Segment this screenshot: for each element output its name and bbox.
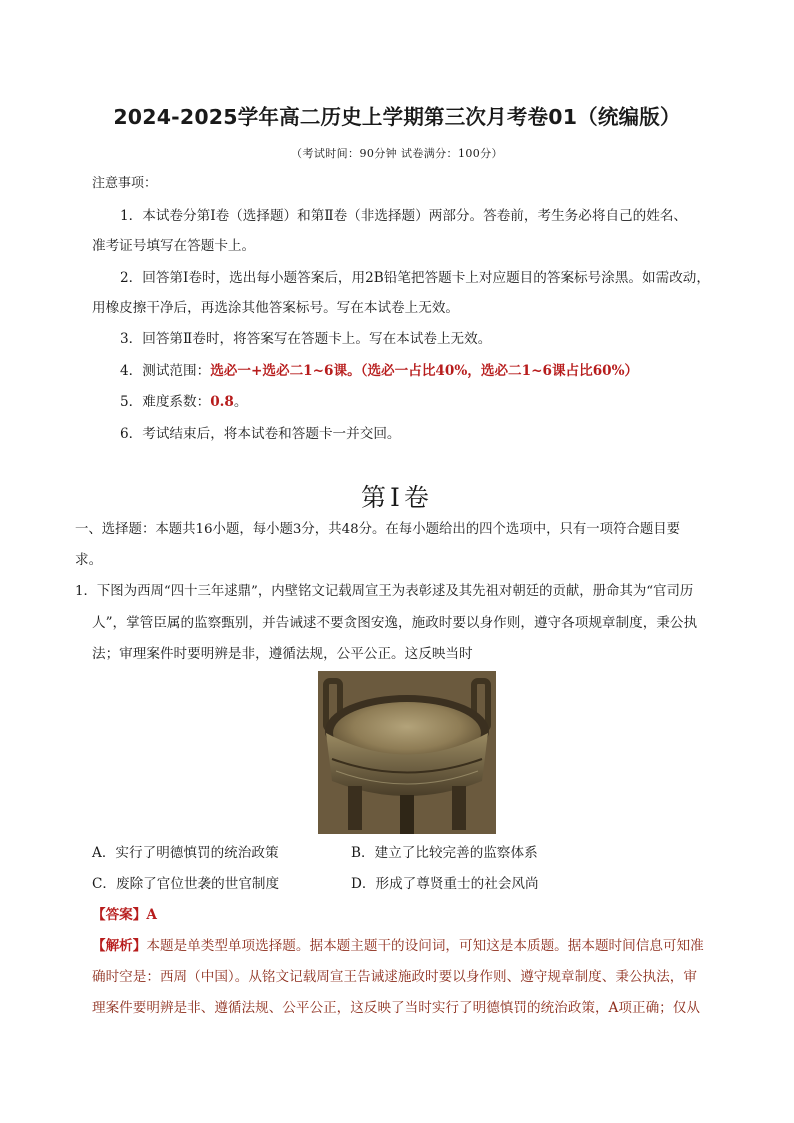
note-item-2: 2．回答第Ⅰ卷时，选出每小题答案后，用2B铅笔把答题卡上对应题目的答案标号涂黑。如需改动， xyxy=(120,270,710,286)
section-instructions: 一、选择题：本题共16小题，每小题3分，共48分。在每小题给出的四个选项中，只有一项符合题目要 xyxy=(75,522,681,537)
question-1-stem: 1．下图为西周“四十三年逑鼎”，内壁铭文记载周宣王为表彰逑及其先祖对朝廷的贡献，册命其为“官司历 xyxy=(75,584,694,599)
analysis-text-1: 本题是单类型单项选择题。据本题主题干的设问词，可知这是本质题。据本题时间信息可知准 xyxy=(146,938,704,954)
question-1-stem-cont-2: 法；审理案件时要明辨是非，遵循法规，公平公正。这反映当时 xyxy=(92,646,473,662)
analysis-line-1 xyxy=(92,937,704,955)
notes-heading: 注意事项： xyxy=(92,176,158,191)
exam-info: （考试时间：90分钟 试卷满分：100分） xyxy=(291,147,503,160)
section-instructions-cont: 求。 xyxy=(75,552,103,568)
answer-value: A xyxy=(146,907,157,923)
note-item-1-cont: 准考证号填写在答题卡上。 xyxy=(92,238,256,254)
answer-label: 【答案】 xyxy=(92,907,147,923)
note-item-5-prefix: 5．难度系数： xyxy=(120,394,211,410)
analysis-line-3: 理案件要明辨是非、遵循法规、公平公正，这反映了当时实行了明德慎罚的统治政策，A项正确；仅从 xyxy=(92,1000,700,1016)
note-item-5-suffix: 。 xyxy=(233,394,248,410)
test-range: 选必一+选必二1~6课。（选必一占比40%，选必二1~6课占比60%） xyxy=(210,363,639,379)
note-item-3: 3．回答第Ⅱ卷时，将答案写在答题卡上。写在本试卷上无效。 xyxy=(120,331,492,347)
note-item-4-prefix: 4．测试范围： xyxy=(120,363,211,379)
difficulty-value: 0.8 xyxy=(210,394,234,410)
note-item-4 xyxy=(120,362,638,380)
option-d: D．形成了尊贤重士的社会风尚 xyxy=(351,876,539,892)
bronze-ding-image xyxy=(318,671,496,834)
page-title: 2024-2025学年高二历史上学期第三次月考卷01（统编版） xyxy=(113,105,681,129)
ding-illustration xyxy=(318,671,496,834)
question-1-stem-cont: 人”，掌管臣属的监察甄别，并告诫逑不要贪图安逸，施政时要以身作则，遵守各项规章制度，秉公执 xyxy=(92,615,698,631)
note-item-1: 1．本试卷分第Ⅰ卷（选择题）和第Ⅱ卷（非选择题）两部分。答卷前，考生务必将自己的姓名、 xyxy=(120,208,688,224)
analysis-label: 【解析】 xyxy=(92,938,147,954)
note-item-5 xyxy=(120,393,247,411)
note-item-6: 6．考试结束后，将本试卷和答题卡一并交回。 xyxy=(120,426,401,442)
analysis-line-2: 确时空是：西周（中国）。从铭文记载周宣王告诫逑施政时要以身作则、遵守规章制度、秉公执法，审 xyxy=(92,969,697,985)
note-item-2-cont: 用橡皮擦干净后，再选涂其他答案标号。写在本试卷上无效。 xyxy=(92,300,460,316)
option-c: C．废除了官位世袭的世官制度 xyxy=(92,876,280,892)
option-b: B．建立了比较完善的监察体系 xyxy=(351,845,538,861)
option-a: A．实行了明德慎罚的统治政策 xyxy=(92,845,279,861)
section-title: 第Ⅰ卷 xyxy=(361,483,433,512)
answer-line xyxy=(92,906,157,924)
